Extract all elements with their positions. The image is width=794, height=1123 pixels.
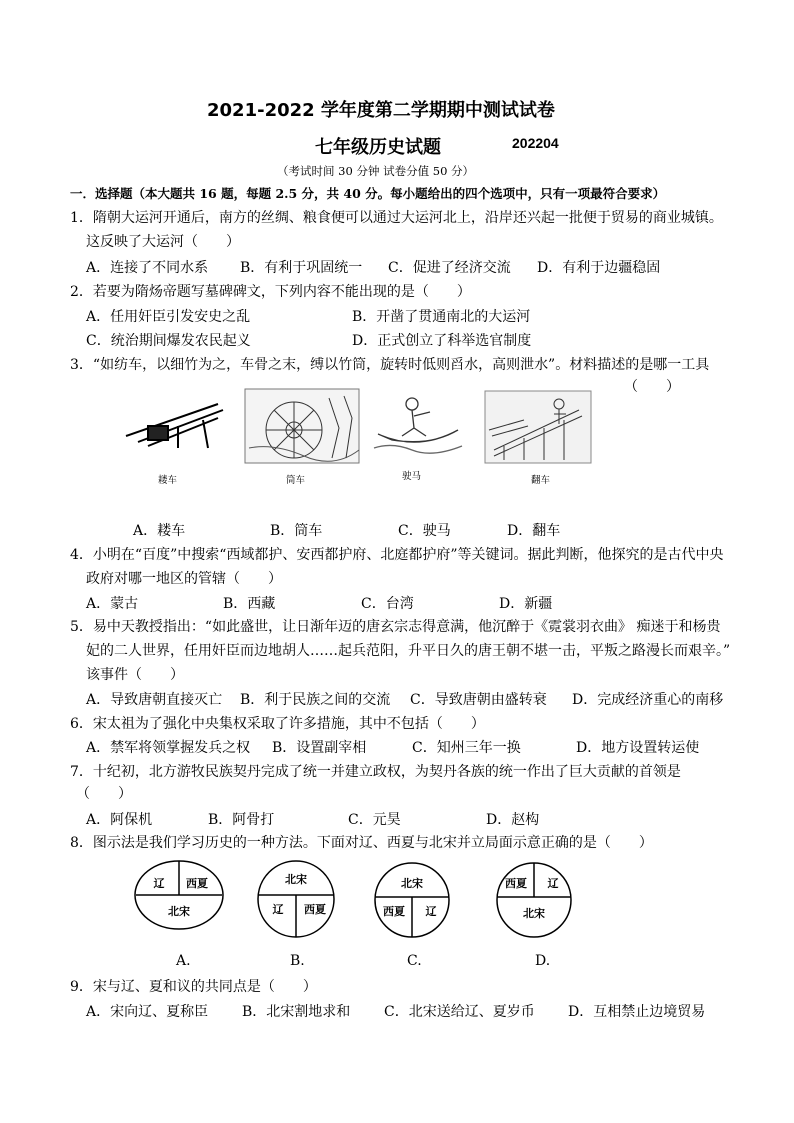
q3-option-a: A．耧车 [133, 523, 186, 539]
q4-option-d: D．新疆 [499, 596, 553, 612]
q7-stem-line1: 7．十纪初，北方游牧民族契丹完成了统一并建立政权，为契丹各族的统一作出了巨大贡献的首领是 [70, 764, 681, 780]
q9-option-a: A．宋向辽、夏称臣 [86, 1004, 209, 1020]
diagram-d-tr: 辽 [547, 877, 559, 890]
louche-illustration [118, 396, 228, 454]
q2-option-d: D．正式创立了科举选官制度 [352, 333, 532, 349]
exam-title: 2021-2022 学年度第二学期期中测试试卷 [207, 100, 555, 121]
q5-option-a: A．导致唐朝直接灭亡 [86, 692, 223, 708]
q9-stem: 9．宋与辽、夏和议的共同点是（ ） [70, 979, 317, 995]
q4-option-a: A．蒙古 [86, 596, 139, 612]
caption-yangma: 驶马 [402, 471, 422, 482]
q5-stem-line3: 该事件（ ） [86, 667, 184, 683]
q6-option-c: C．知州三年一换 [412, 740, 521, 756]
q8-option-a: A. [176, 953, 191, 969]
q1-stem-line2: 这反映了大运河（ ） [86, 234, 240, 250]
q7-option-b: B．阿骨打 [208, 812, 275, 828]
q6-option-a: A．禁军将领掌握发兵之权 [86, 740, 251, 756]
q7-option-d: D．赵构 [486, 812, 540, 828]
exam-code: 202204 [512, 135, 559, 151]
q8-stem: 8．图示法是我们学习历史的一种方法。下面对辽、西夏与北宋并立局面示意正确的是（ ） [70, 835, 653, 851]
caption-louche: 耧车 [158, 475, 178, 486]
q7-option-c: C．元昊 [348, 812, 401, 828]
q1-option-d: D．有利于边疆稳固 [537, 260, 661, 276]
q5-option-c: C．导致唐朝由盛转衰 [410, 692, 547, 708]
q1-stem-line1: 1．隋朝大运河开通后，南方的丝绸、粮食便可以通过大运河北上，沿岸还兴起一批便于贸易的商业城镇。 [70, 210, 723, 226]
q1-option-b: B．有利于巩固统一 [240, 260, 363, 276]
q1-option-a: A．连接了不同水系 [86, 260, 209, 276]
q3-option-d: D．翻车 [507, 523, 561, 539]
caption-tongche: 筒车 [286, 475, 306, 486]
q3-option-c: C．驶马 [398, 523, 451, 539]
q3-option-b: B．筒车 [270, 523, 323, 539]
q2-option-b: B．开凿了贯通南北的大运河 [352, 309, 531, 325]
fanche-illustration [484, 390, 592, 464]
q9-option-d: D．互相禁止边境贸易 [568, 1004, 706, 1020]
q7-option-a: A．阿保机 [86, 812, 153, 828]
diagram-d-tl: 西夏 [505, 877, 527, 890]
q6-option-b: B．设置副宰相 [272, 740, 367, 756]
q7-stem-line2: （ ） [76, 786, 132, 802]
diagram-c-bl: 西夏 [383, 905, 405, 918]
q2-option-c: C．统治期间爆发农民起义 [86, 333, 251, 349]
q8-option-c: C. [407, 953, 422, 969]
diagram-a [133, 859, 225, 931]
diagram-b-top: 北宋 [285, 873, 307, 886]
q8-option-d: D. [535, 953, 551, 969]
section-heading: 一．选择题（本大题共 16 题，每题 2.5 分，共 40 分。每小题给出的四个选项中，只有一项最符合要求） [70, 186, 666, 201]
q9-option-b: B．北宋割地求和 [242, 1004, 351, 1020]
q2-option-a: A．任用奸臣引发安史之乱 [86, 309, 251, 325]
q2-stem: 2．若要为隋炀帝题写墓碑碑文，下列内容不能出现的是（ ） [70, 284, 471, 300]
q3-stem-line1: 3．“如纺车，以细竹为之，车骨之末，缚以竹筒，旋转时低则舀水，高则泄水”。材料描述的是哪一工具 [70, 357, 710, 373]
diagram-d-bottom: 北宋 [523, 907, 545, 920]
caption-fanche: 翻车 [531, 475, 551, 486]
diagram-c-br: 辽 [425, 905, 437, 918]
q4-option-b: B．西藏 [223, 596, 276, 612]
q8-option-b: B. [290, 953, 305, 969]
q5-stem-line1: 5．易中天教授指出：“如此盛世，让日渐年迈的唐玄宗志得意满，他沉醉于《霓裳羽衣曲》 痴迷于和杨贵 [70, 619, 721, 635]
q1-option-c: C．促进了经济交流 [388, 260, 511, 276]
q4-option-c: C．台湾 [361, 596, 414, 612]
q5-stem-line2: 妃的二人世界，任用奸臣而边地胡人……起兵范阳，升平日久的唐王朝不堪一击，平叛之路漫长而艰辛。” [86, 643, 731, 659]
tongche-illustration [244, 388, 360, 464]
diagram-d [492, 861, 576, 939]
subject-title: 七年级历史试题 [315, 137, 441, 158]
diagram-b [256, 859, 336, 939]
diagram-b-bl: 辽 [272, 903, 284, 916]
q5-option-b: B．利于民族之间的交流 [240, 692, 391, 708]
q4-stem-line1: 4．小明在“百度”中搜索“西域都护、安西都护府、北庭都护府”等关键词。据此判断，他探究的是古代中央 [70, 547, 724, 563]
diagram-c-top: 北宋 [401, 877, 423, 890]
q4-stem-line2: 政府对哪一地区的管辖（ ） [86, 571, 282, 587]
diagram-c [372, 861, 452, 939]
q6-stem: 6．宋太祖为了强化中央集权采取了许多措施，其中不包括（ ） [70, 716, 485, 732]
exam-info: （考试时间 30 分钟 试卷分值 50 分） [277, 164, 475, 178]
q9-option-c: C．北宋送给辽、夏岁币 [384, 1004, 535, 1020]
q5-option-d: D．完成经济重心的南移 [572, 692, 724, 708]
diagram-b-br: 西夏 [304, 903, 326, 916]
q3-stem-line2: （ ） [624, 379, 680, 395]
yangma-illustration [372, 390, 464, 456]
q6-option-d: D．地方设置转运使 [576, 740, 700, 756]
diagram-a-tl: 辽 [153, 877, 165, 890]
diagram-a-bottom: 北宋 [168, 905, 190, 918]
diagram-a-tr: 西夏 [186, 877, 208, 890]
